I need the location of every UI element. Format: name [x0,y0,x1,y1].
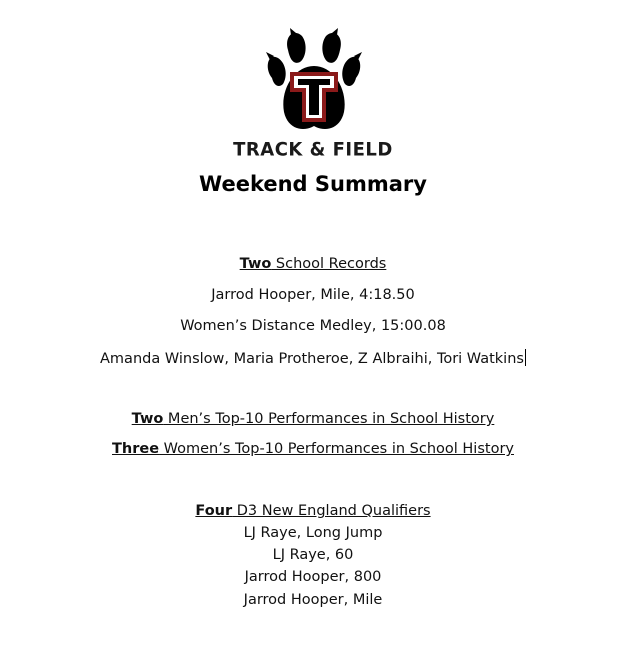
womens-top10-heading [0,441,626,457]
record-entry: Jarrod Hooper, Mile, 4:18.50 [211,287,415,303]
records-heading [0,256,626,272]
qualifier-entry: Jarrod Hooper, 800 [244,569,382,585]
records-count: Two [239,256,272,272]
record-entry-relay-names [0,349,626,367]
records-label: School Records [271,256,387,272]
qualifier-entry: Jarrod Hooper, Mile [243,592,383,608]
qualifier-entry: LJ Raye, Long Jump [243,525,383,541]
mens-top10-label: Men’s Top-10 Performances in School History [163,411,495,427]
qualifiers-heading [0,503,626,519]
track-field-wordmark: TRACK & FIELD [233,138,393,161]
qualifiers-label: D3 New England Qualifiers [232,503,431,519]
mens-top10-heading [0,411,626,427]
qualifier-entry: LJ Raye, 60 [272,547,354,563]
text-cursor [525,349,526,366]
womens-top10-label: Women’s Top-10 Performances in School History [159,441,514,457]
record-entry: Women’s Distance Medley, 15:00.08 [180,318,446,334]
page-title: Weekend Summary [199,172,427,196]
mens-top10-count: Two [131,411,164,427]
paw-print-logo [258,28,370,136]
womens-top10-count: Three [112,441,160,457]
relay-names-text: Amanda Winslow, Maria Protheroe, Z Albraihi, Tori Watkins [100,351,524,367]
qualifiers-count: Four [195,503,233,519]
